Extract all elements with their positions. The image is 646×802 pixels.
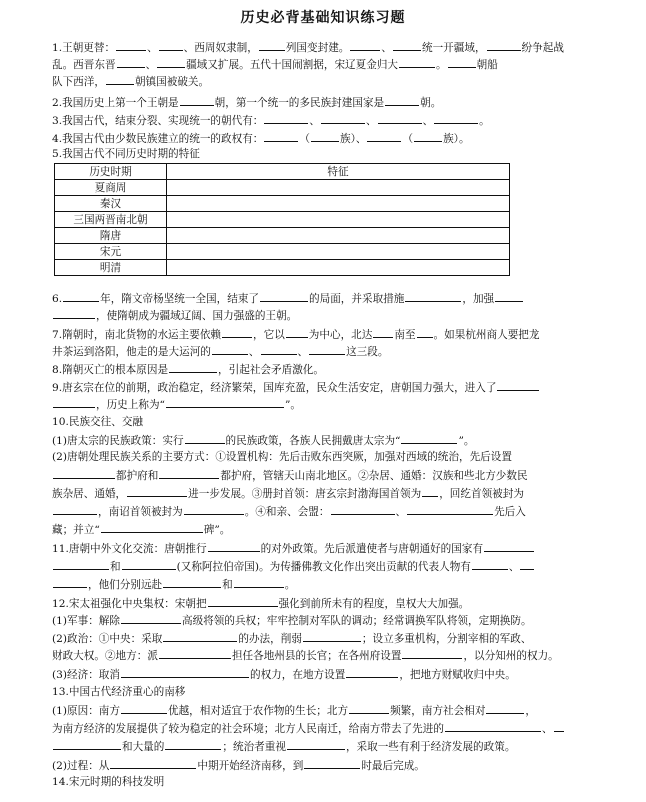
answer-blank[interactable] bbox=[208, 596, 278, 607]
feature-cell[interactable] bbox=[167, 260, 510, 276]
q1-line-3: 队下西洋， 朝镇国被破关。 bbox=[52, 76, 210, 88]
answer-blank[interactable] bbox=[208, 541, 260, 552]
feature-cell[interactable] bbox=[167, 196, 510, 212]
answer-blank[interactable] bbox=[405, 291, 461, 302]
answer-blank[interactable] bbox=[378, 113, 422, 124]
answer-blank[interactable] bbox=[117, 57, 145, 68]
q13-reason-line-1: (1)原因：南方 优越，相对适宜于农作物的生长；北方 频繁，南方社会相对 ， bbox=[52, 705, 537, 717]
answer-blank[interactable] bbox=[486, 703, 524, 714]
q4-line: 4.我国古代由少数民族建立的统一的政权有： （ 族）、 （ 族）。 bbox=[52, 133, 470, 145]
answer-blank[interactable] bbox=[399, 57, 435, 68]
answer-blank[interactable] bbox=[63, 291, 99, 302]
q13-heading: 13.中国古代经济重心的南移 bbox=[52, 686, 186, 698]
q10-p2-line-4: ，南诏首领被封为 。④和亲、会盟： 、 先后入 bbox=[52, 504, 612, 519]
answer-blank[interactable] bbox=[260, 291, 308, 302]
q3-line: 3.我国古代，结束分裂、实现统一的朝代有： 、 、 、 。 bbox=[52, 115, 490, 127]
q9-line-1: 9.唐玄宗在位的前期，政治稳定，经济繁荣，国库充盈，民众生活安定，唐朝国力强大，进入了 bbox=[52, 380, 612, 395]
answer-blank[interactable] bbox=[349, 703, 389, 714]
answer-blank[interactable] bbox=[122, 559, 176, 570]
answer-blank[interactable] bbox=[180, 95, 214, 106]
answer-blank[interactable] bbox=[159, 468, 219, 479]
q11-line-1: 11.唐朝中外文化交流：唐朝推行 的对外政策。先后派遣使者与唐朝通好的国家有 bbox=[52, 541, 612, 556]
answer-blank[interactable] bbox=[106, 74, 134, 85]
q7-line-2: 井茶运到洛阳，他走的是大运河的 、 、 这三段。 bbox=[52, 346, 389, 358]
answer-blank[interactable] bbox=[401, 433, 457, 444]
table-row: 宋元 bbox=[55, 244, 510, 260]
answer-blank[interactable] bbox=[165, 739, 221, 750]
answer-blank[interactable] bbox=[121, 613, 181, 624]
q10-p2-line-3: 族杂居、通婚， 进一步发展。③册封首领：唐玄宗封渤海国首领为 ，回纥首领被封为 bbox=[52, 488, 524, 500]
answer-blank[interactable] bbox=[116, 40, 146, 51]
answer-blank[interactable] bbox=[286, 327, 308, 338]
answer-blank[interactable] bbox=[331, 504, 395, 515]
table-row: 明清 bbox=[55, 260, 510, 276]
q14-heading: 14.宋元时期的科技发明 bbox=[52, 776, 165, 788]
q10-p1-line: (1)唐太宗的民族政策：实行 的民族政策，各族人民拥戴唐太宗为“ ”。 bbox=[52, 435, 475, 447]
q7-line-1: 7.隋朝时，南北货物的水运主要依赖 ，它以 为中心，北达 南至 。如果杭州商人要把龙 bbox=[52, 329, 540, 341]
answer-blank[interactable] bbox=[163, 577, 221, 588]
q5-heading: 5.我国古代不同历史时期的特征 bbox=[52, 148, 200, 160]
answer-blank[interactable] bbox=[304, 758, 360, 769]
answer-blank[interactable] bbox=[121, 667, 249, 678]
answer-blank[interactable] bbox=[121, 703, 167, 714]
answer-blank[interactable] bbox=[169, 362, 217, 373]
answer-blank[interactable] bbox=[264, 113, 308, 124]
answer-blank[interactable] bbox=[185, 433, 225, 444]
q10-p2-line-2: 都护府和 都护府，管辖天山南北地区。②杂居、通婚：汉族和些北方少数民 bbox=[52, 468, 612, 483]
answer-blank[interactable] bbox=[321, 113, 365, 124]
answer-blank[interactable] bbox=[422, 486, 438, 497]
answer-blank[interactable] bbox=[445, 721, 541, 732]
q8-line: 8.隋朝灭亡的根本原因是 ，引起社会矛盾激化。 bbox=[52, 364, 324, 376]
q1-line-2: 乱。西晋东晋 、 疆域又扩展。五代十国闹割据，宋辽夏金归大 。 朝船 bbox=[52, 59, 498, 71]
q9-line-2: ，历史上称为“ ”。 bbox=[52, 397, 612, 412]
q11-line-3: ，他们分别远赴 和 。 bbox=[52, 577, 612, 592]
answer-blank[interactable] bbox=[309, 344, 345, 355]
answer-blank[interactable] bbox=[484, 541, 534, 552]
answer-blank[interactable] bbox=[159, 40, 183, 51]
answer-blank[interactable] bbox=[346, 667, 398, 678]
table-row: 三国两晋南北朝 bbox=[55, 212, 510, 228]
answer-blank[interactable] bbox=[157, 57, 185, 68]
answer-blank[interactable] bbox=[184, 504, 244, 515]
answer-blank[interactable] bbox=[53, 468, 115, 479]
answer-blank[interactable] bbox=[554, 721, 564, 732]
answer-blank[interactable] bbox=[264, 131, 298, 142]
answer-blank[interactable] bbox=[287, 739, 345, 750]
feature-cell[interactable] bbox=[167, 212, 510, 228]
answer-blank[interactable] bbox=[414, 131, 442, 142]
q10-heading: 10.民族交往、交融 bbox=[52, 416, 144, 428]
answer-blank[interactable] bbox=[487, 40, 521, 51]
answer-blank[interactable] bbox=[417, 327, 433, 338]
q13-reason-line-3: 和大量的 ；统治者重视 ，采取一些有利于经济发展的政策。 bbox=[52, 739, 612, 754]
answer-blank[interactable] bbox=[448, 57, 476, 68]
answer-blank[interactable] bbox=[497, 380, 539, 391]
q6-line-1: 6. 年，隋文帝杨坚统一全国，结束了 的局面，并采取措施 ，加强 bbox=[52, 291, 612, 306]
answer-blank[interactable] bbox=[234, 577, 284, 588]
table-row: 夏商周 bbox=[55, 180, 510, 196]
answer-blank[interactable] bbox=[407, 504, 493, 515]
q2-line: 2.我国历史上第一个王朝是 朝，第一个统一的多民族封建国家是 朝。 bbox=[52, 97, 442, 109]
page-title: 历史必背基础知识练习题 bbox=[240, 10, 406, 26]
answer-blank[interactable] bbox=[311, 131, 339, 142]
q1-line-1: 1.王朝更替： 、 、西周奴隶制， 列国变封建。 、 统一开疆域， 纷争起战 bbox=[52, 42, 564, 54]
answer-blank[interactable] bbox=[127, 486, 187, 497]
q12-heading: 12.宋太祖强化中央集权：宋朝把 强化到前所未有的程度，皇权大大加强。 bbox=[52, 598, 470, 610]
answer-blank[interactable] bbox=[303, 631, 361, 642]
q12-economy-line: (3)经济：取消 的权力，在地方设置 ，把地方财赋收归中央。 bbox=[52, 669, 516, 681]
answer-blank[interactable] bbox=[53, 504, 97, 515]
answer-blank[interactable] bbox=[520, 559, 534, 570]
col-header-period: 历史时期 bbox=[55, 164, 167, 180]
answer-blank[interactable] bbox=[110, 758, 196, 769]
q10-p2-line-5: 藏；并立“ 碑”。 bbox=[52, 524, 231, 536]
answer-blank[interactable] bbox=[53, 397, 95, 408]
q11-line-2: 和 (又称阿拉伯帝国)。为传播佛教文化作出突出贡献的代表人物有 、 bbox=[52, 559, 612, 574]
answer-blank[interactable] bbox=[434, 113, 478, 124]
answer-blank[interactable] bbox=[472, 559, 508, 570]
answer-blank[interactable] bbox=[159, 648, 231, 659]
q13-process-line: (2)过程：从 中期开始经济南移，到 时最后完成。 bbox=[52, 760, 425, 772]
answer-blank[interactable] bbox=[402, 648, 462, 659]
answer-blank[interactable] bbox=[393, 40, 421, 51]
q12-politics-line-2: 财政大权。②地方：派 担任各地州县的长官；在各州府设置 ，以分知州的权力。 bbox=[52, 650, 559, 662]
answer-blank[interactable] bbox=[259, 40, 285, 51]
answer-blank[interactable] bbox=[212, 344, 248, 355]
answer-blank[interactable] bbox=[385, 95, 419, 106]
answer-blank[interactable] bbox=[261, 344, 297, 355]
answer-blank[interactable] bbox=[166, 397, 284, 408]
answer-blank[interactable] bbox=[53, 739, 121, 750]
answer-blank[interactable] bbox=[373, 327, 393, 338]
table-row: 隋唐 bbox=[55, 228, 510, 244]
table-row: 秦汉 bbox=[55, 196, 510, 212]
answer-blank[interactable] bbox=[53, 577, 87, 588]
q10-p2-line-1: (2)唐朝处理民族关系的主要方式：①设置机构：先后击败东西突厥，加强对西域的统治，先后设置 bbox=[52, 451, 512, 463]
answer-blank[interactable] bbox=[163, 631, 237, 642]
answer-blank[interactable] bbox=[53, 559, 109, 570]
q6-line-2: ，使隋朝成为疆域辽阔、国力强盛的王朝。 bbox=[52, 308, 612, 323]
period-feature-table bbox=[54, 163, 510, 276]
feature-cell[interactable] bbox=[167, 228, 510, 244]
answer-blank[interactable] bbox=[495, 291, 523, 302]
answer-blank[interactable] bbox=[222, 327, 252, 338]
q12-military-line: (1)军事：解除 高级将领的兵权；牢牢控制对军队的调动；经常调换军队将领，定期换防。 bbox=[52, 615, 532, 627]
feature-cell[interactable] bbox=[167, 244, 510, 260]
feature-cell[interactable] bbox=[167, 180, 510, 196]
answer-blank[interactable] bbox=[350, 40, 380, 51]
q13-reason-line-2: 为南方经济的发展提供了较为稳定的社会环境；北方人民南迁，给南方带去了先进的 、 bbox=[52, 721, 612, 736]
answer-blank[interactable] bbox=[367, 131, 401, 142]
answer-blank[interactable] bbox=[53, 308, 95, 319]
q12-politics-line-1: (2)政治：①中央：采取 的办法，削弱 ；设立多重机构，分割宰相的军政、 bbox=[52, 633, 532, 645]
answer-blank[interactable] bbox=[101, 522, 203, 533]
col-header-feature: 特征 bbox=[167, 164, 510, 180]
